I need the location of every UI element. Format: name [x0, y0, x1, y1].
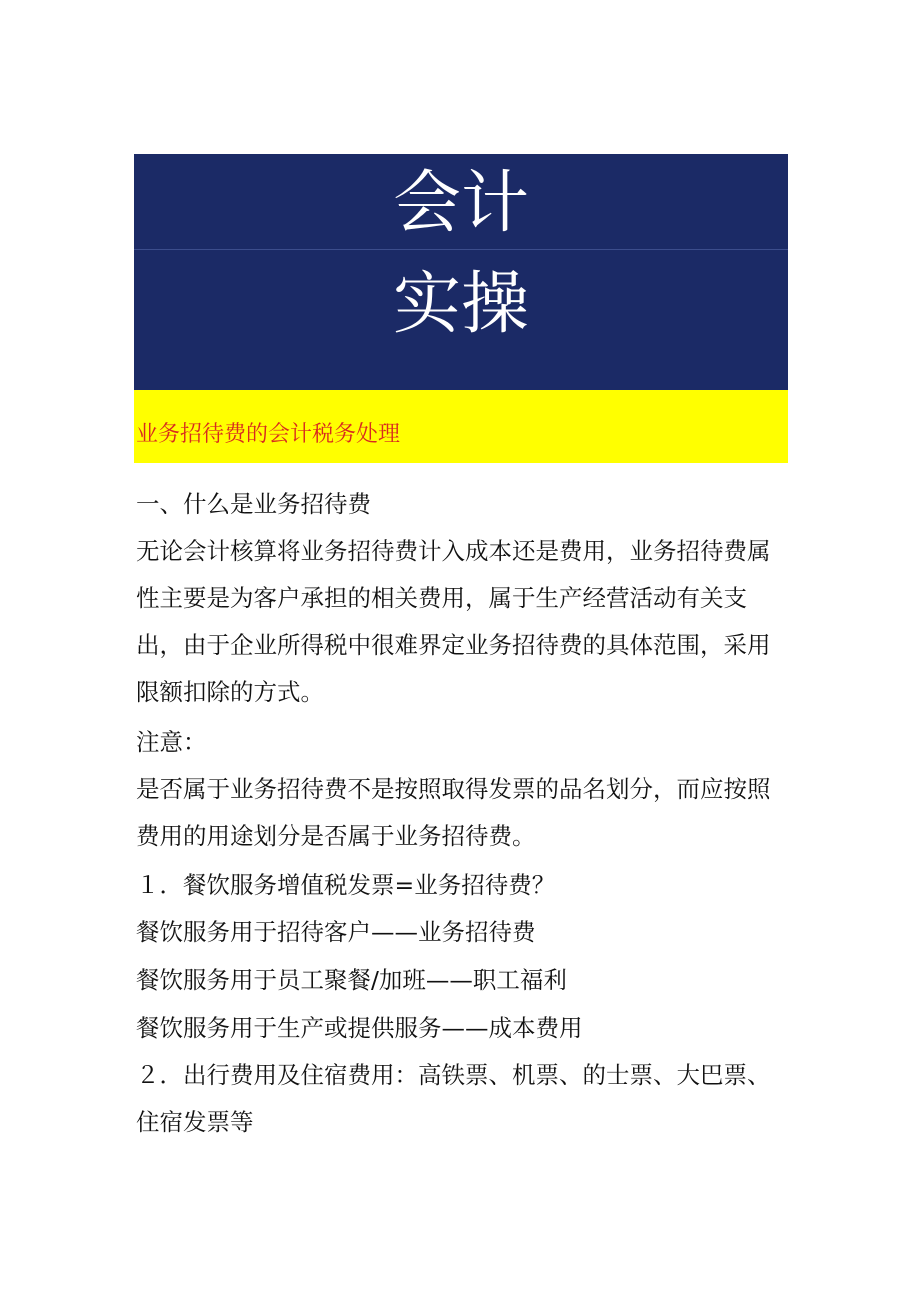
- item-2-heading: ２．出行费用及住宿费用：高铁票、机票、的士票、大巴票、住宿发票等: [136, 1061, 771, 1136]
- item-1-line: 餐饮服务用于员工聚餐/加班——职工福利: [136, 966, 567, 994]
- article-body: [136, 482, 786, 1146]
- note-label: 注意：: [136, 728, 207, 756]
- banner-title-line-1: 会计: [392, 164, 529, 243]
- item-1-heading: １．餐饮服务增值税发票=业务招待费？: [136, 871, 556, 899]
- item-1-line: 餐饮服务用于招待客户——业务招待费: [136, 918, 536, 946]
- note-paragraph: 是否属于业务招待费不是按照取得发票的品名划分，而应按照费用的用途划分是否属于业务招待费。: [136, 775, 771, 850]
- banner-divider: [134, 249, 788, 250]
- banner-title-line-2: 实操: [392, 265, 529, 344]
- title-banner: [134, 154, 788, 390]
- intro-paragraph: 无论会计核算将业务招待费计入成本还是费用，业务招待费属性主要是为客户承担的相关费用，属于生产经营活动有关支出，由于企业所得税中很难界定业务招待费的具体范围，采用限额扣除的方式。: [136, 537, 771, 706]
- subtitle-bar: [134, 390, 788, 463]
- section-heading: 一、什么是业务招待费: [136, 490, 371, 518]
- article-subtitle: 业务招待费的会计税务处理: [136, 422, 401, 447]
- item-1-line: 餐饮服务用于生产或提供服务——成本费用: [136, 1014, 583, 1042]
